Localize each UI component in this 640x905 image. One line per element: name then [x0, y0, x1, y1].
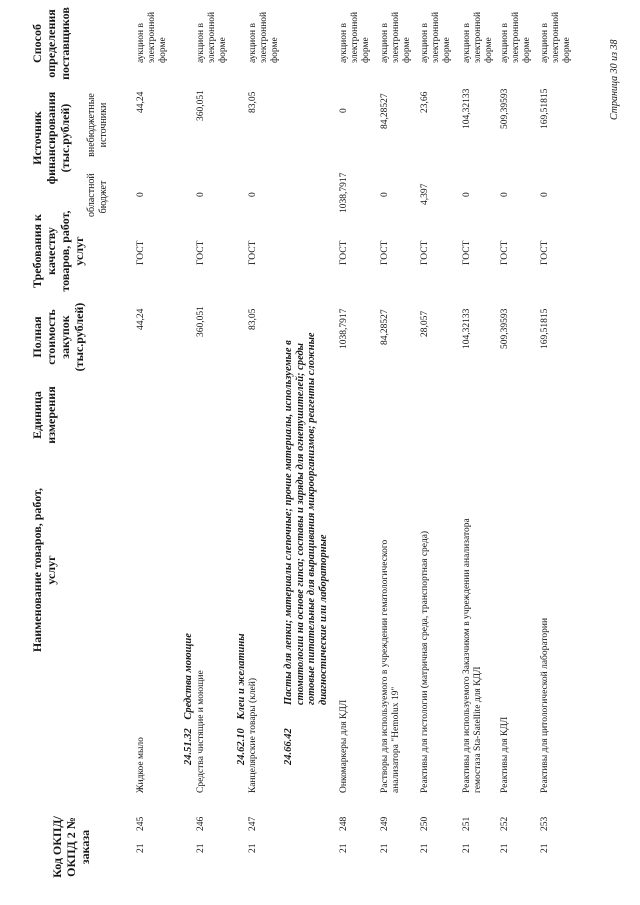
header-finance: Источник финансирования (тыс.рублей) [30, 91, 72, 185]
page-number: Страница 30 из 38 [609, 39, 620, 120]
row-num: 21 [136, 843, 146, 853]
row-order: 246 [196, 816, 206, 831]
row-regional: 0 [248, 192, 258, 197]
header-finance-regional: областной бюджет [86, 173, 109, 217]
row-method: аукцион в электронной форме [500, 11, 532, 63]
row-method: аукцион в электронной форме [380, 11, 412, 63]
row-total: 509,39593 [500, 308, 510, 349]
row-total: 84,28527 [380, 309, 390, 345]
row-name: Реактивы для гистологии (матричная среда, транспортная среда) [420, 530, 430, 793]
row-total: 360,051 [196, 306, 206, 337]
row-name: Растворы для используемого в учреждении гематологического анализатора "Hemolux 19" [380, 539, 401, 793]
row-order: 245 [136, 816, 146, 831]
row-method: аукцион в электронной форме [540, 11, 572, 63]
group-code [183, 633, 195, 765]
group-code-value: 24.62.10 [236, 728, 247, 765]
header-finance-extra: внебюджетные источники [86, 93, 109, 157]
row-name: Средства чистящие и моющие [196, 670, 206, 793]
row-num: 21 [420, 843, 430, 853]
row-method: аукцион в электронной форме [420, 11, 452, 63]
row-extra: 0 [339, 108, 349, 113]
row-extra: 23,66 [420, 91, 430, 113]
row-total: 104,32133 [462, 308, 472, 349]
row-num: 21 [500, 843, 510, 853]
row-regional: 0 [380, 192, 390, 197]
row-order: 251 [462, 816, 472, 831]
header-code: Код ОКПД/ ОКПД 2 № заказа [50, 816, 92, 878]
row-extra: 44,24 [136, 91, 146, 113]
row-total: 83,05 [248, 308, 258, 330]
row-method: аукцион в электронной форме [339, 11, 371, 63]
header-method: Способ определения поставщиков [30, 7, 72, 80]
row-num: 21 [248, 843, 258, 853]
group-title: Пасты для лепки; материалы слепочные; прочие материалы, используемые в стоматологии на основе гипса; составы и заряды для огнетушителей; среды готовые питательные для выращивания микроорганизмов; реагенты сложные диагностические или лабораторные [283, 332, 329, 705]
row-num: 21 [540, 843, 550, 853]
row-regional: 0 [500, 192, 510, 197]
row-regional: 1038,7917 [339, 172, 349, 213]
row-req: ГОСТ [500, 240, 510, 265]
row-total: 28,057 [420, 310, 430, 337]
row-total: 44,24 [136, 308, 146, 330]
row-name: Реактивы для используемого Заказчиком в учреждении анализатора гемостаза Sta-Satellite для КДЛ [462, 518, 483, 793]
row-req: ГОСТ [380, 240, 390, 265]
group-code-value: 24.66.42 [283, 728, 294, 765]
row-num: 21 [196, 843, 206, 853]
group-title: Средства моющие [183, 633, 194, 720]
row-extra: 83,05 [248, 91, 258, 113]
row-order: 250 [420, 816, 430, 831]
row-name: Канцелярские товары (клей) [248, 677, 258, 793]
row-num: 21 [462, 843, 472, 853]
row-req: ГОСТ [540, 240, 550, 265]
row-method: аукцион в электронной форме [248, 11, 280, 63]
header-requirements: Требования к качеству товаров, работ, услуг [30, 210, 86, 292]
row-regional: 0 [136, 192, 146, 197]
row-name: Онкомаркеры для КДЛ [339, 699, 349, 793]
row-num: 21 [380, 843, 390, 853]
row-order: 252 [500, 816, 510, 831]
group-title: Клеи и желатины [236, 633, 247, 720]
row-regional: 4,397 [420, 183, 430, 205]
row-regional: 0 [540, 192, 550, 197]
row-extra: 509,39593 [500, 88, 510, 129]
group-code [283, 728, 295, 765]
row-name: Реактивы для цитологической лаборатории [540, 617, 550, 793]
group-code-value: 24.51.32 [183, 728, 194, 765]
row-regional: 0 [196, 192, 206, 197]
row-order: 249 [380, 816, 390, 831]
row-req: ГОСТ [136, 240, 146, 265]
row-name: Реактивы для КДЛ [500, 716, 510, 793]
row-req: ГОСТ [339, 240, 349, 265]
row-extra: 169,51815 [540, 88, 550, 129]
header-name: Наименование товаров, работ, услуг [30, 487, 58, 653]
row-regional: 0 [462, 192, 472, 197]
row-extra: 84,28527 [380, 93, 390, 129]
row-order: 253 [540, 816, 550, 831]
row-method: аукцион в электронной форме [196, 11, 228, 63]
row-req: ГОСТ [420, 240, 430, 265]
row-name: Жидкое мыло [136, 737, 146, 793]
row-extra: 104,32133 [462, 88, 472, 129]
header-total: Полная стоимость закупок (тыс.рублей) [30, 302, 86, 372]
row-method: аукцион в электронной форме [462, 11, 494, 63]
row-extra: 360,051 [196, 90, 206, 121]
row-req: ГОСТ [462, 240, 472, 265]
row-method: аукцион в электронной форме [136, 11, 168, 63]
header-unit: Единица измерения [30, 386, 58, 444]
row-total: 169,51815 [540, 308, 550, 349]
row-req: ГОСТ [248, 240, 258, 265]
row-req: ГОСТ [196, 240, 206, 265]
row-order: 247 [248, 816, 258, 831]
group-code [236, 634, 248, 766]
row-total: 1038,7917 [339, 308, 349, 349]
row-num: 21 [339, 843, 349, 853]
row-order: 248 [339, 816, 349, 831]
